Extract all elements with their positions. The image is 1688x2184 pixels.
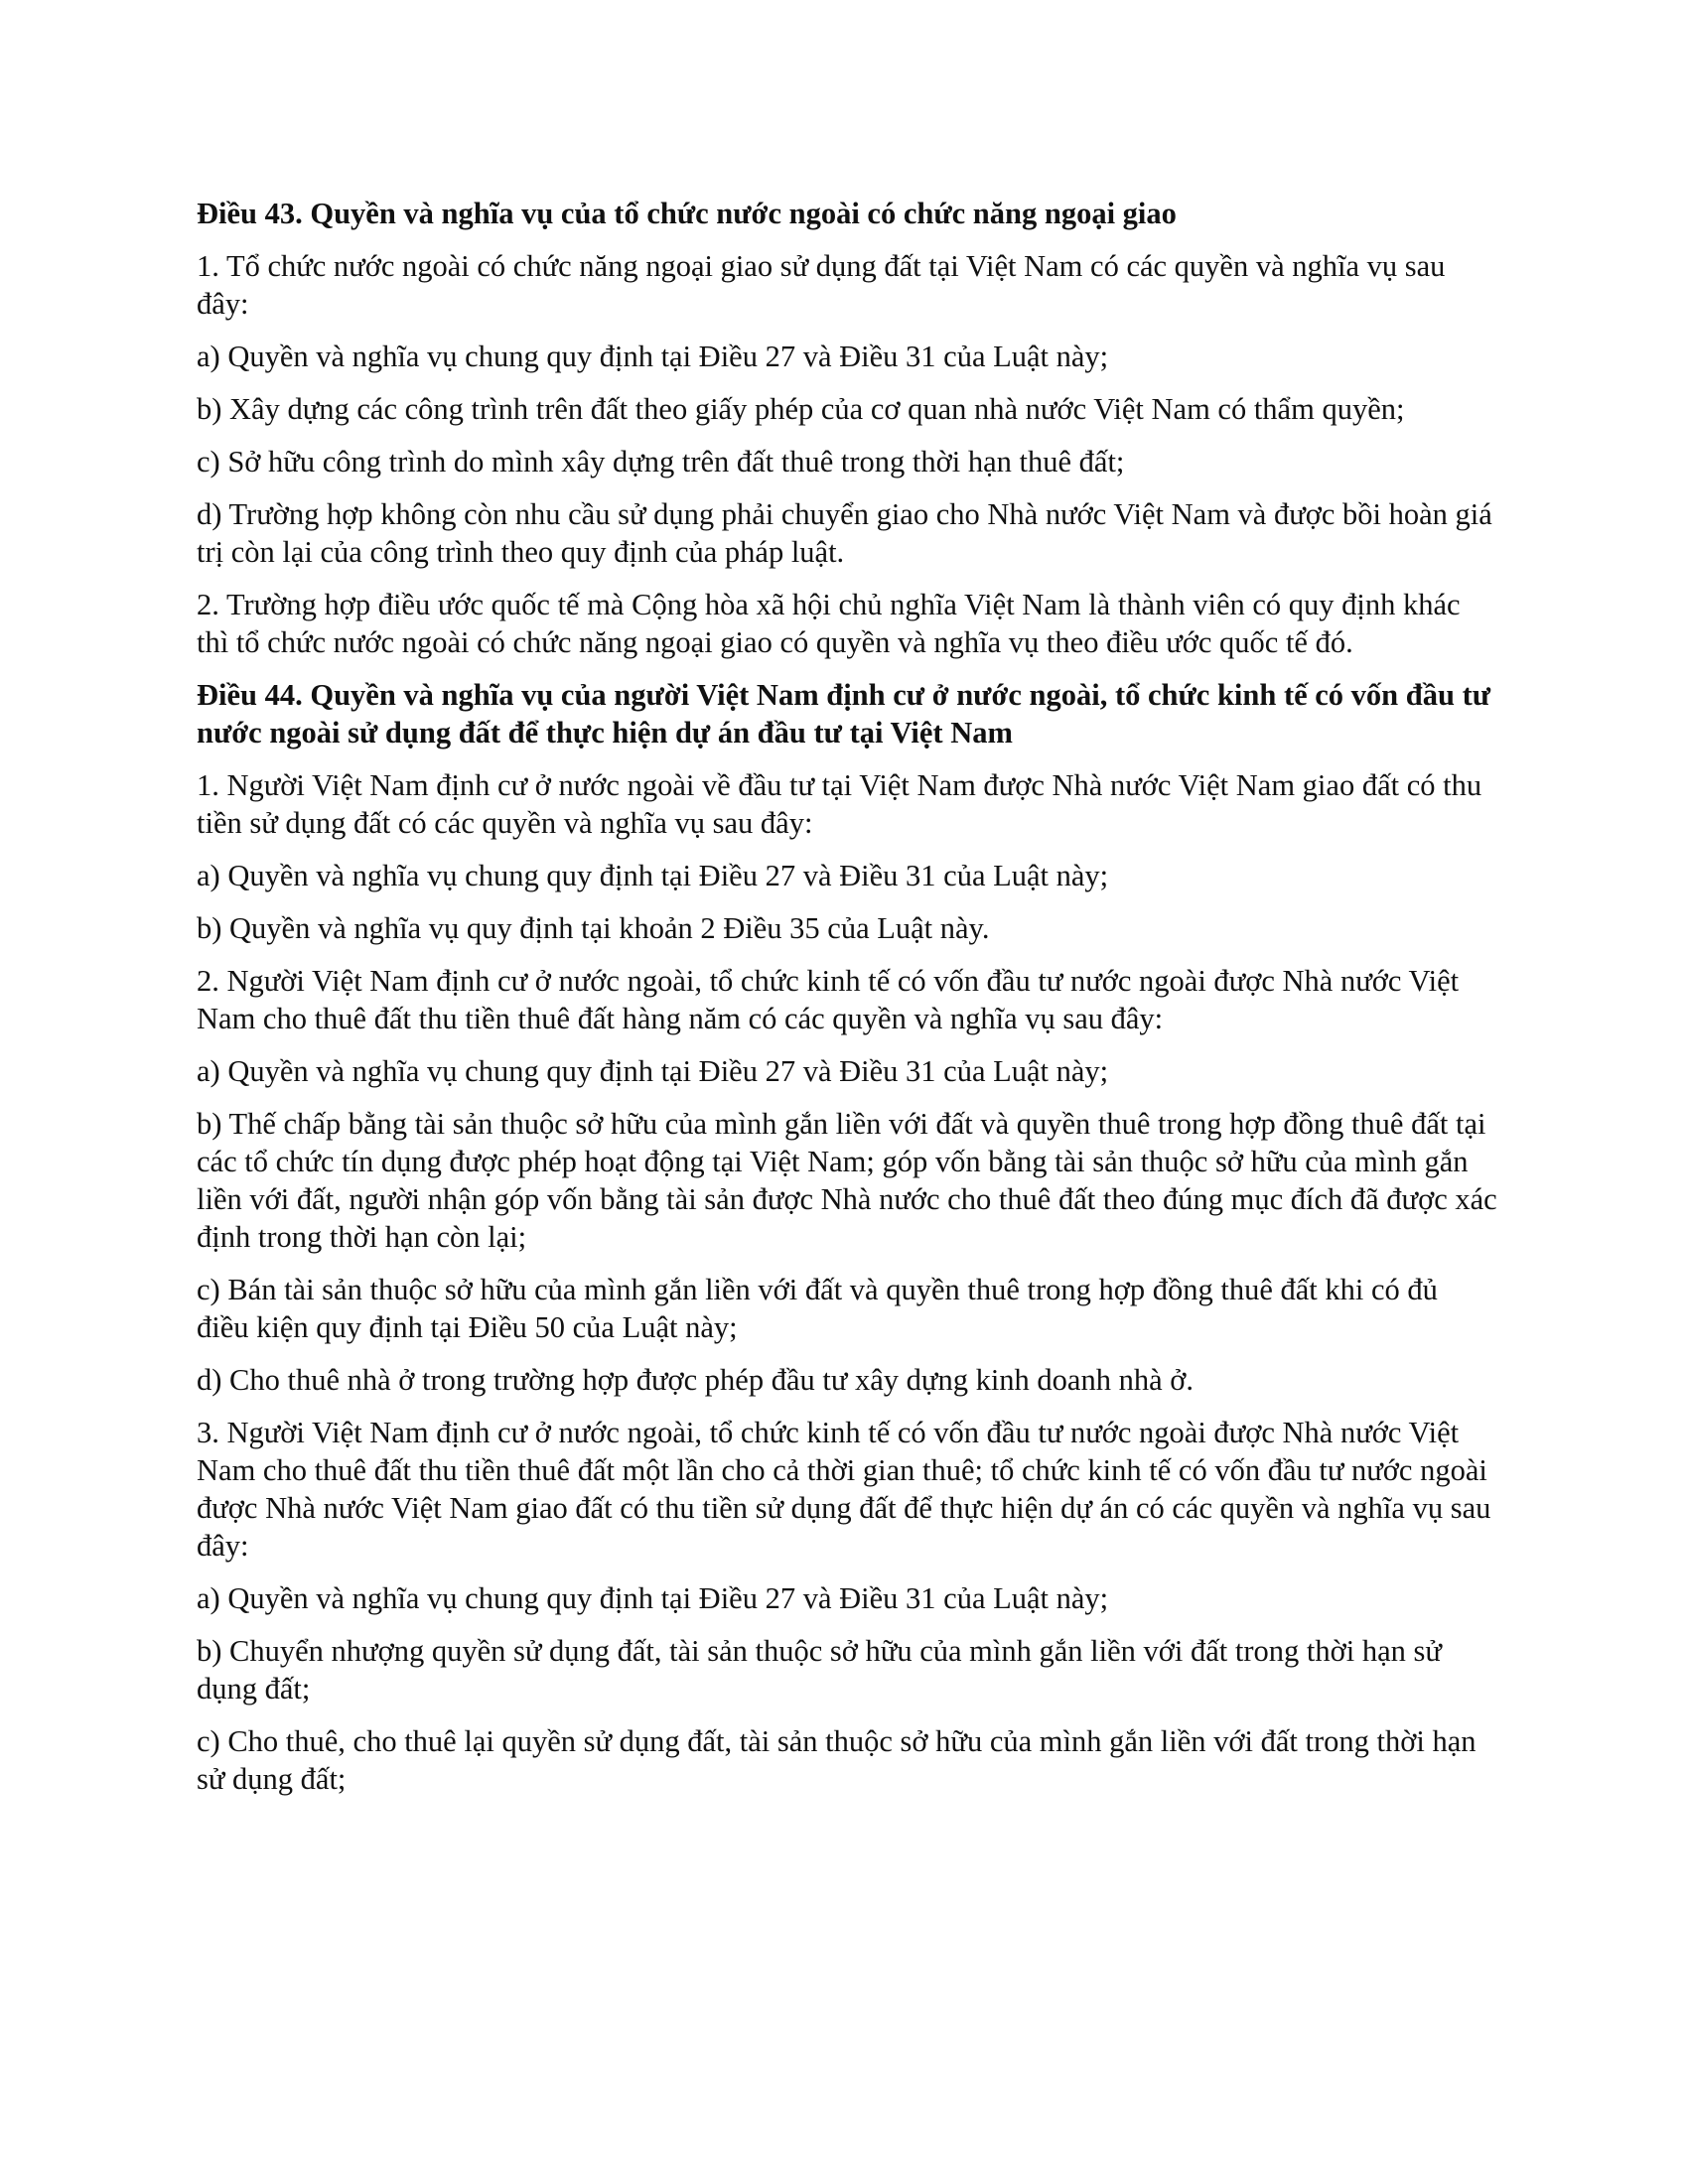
paragraph: c) Bán tài sản thuộc sở hữu của mình gắn liền với đất và quyền thuê trong hợp đồng thuê đất khi có đủ điều kiện quy định tại Điều 50 của Luật này; bbox=[197, 1273, 1438, 1344]
paragraph: a) Quyền và nghĩa vụ chung quy định tại Điều 27 và Điều 31 của Luật này; bbox=[197, 340, 1109, 373]
paragraph: 2. Trường hợp điều ước quốc tế mà Cộng hòa xã hội chủ nghĩa Việt Nam là thành viên có quy định khác thì tổ chức nước ngoài có chức năng ngoại giao có quyền và nghĩa vụ theo điều ước quốc tế đó. bbox=[197, 588, 1461, 659]
paragraph: 2. Người Việt Nam định cư ở nước ngoài, tổ chức kinh tế có vốn đầu tư nước ngoài được Nhà nước Việt Nam cho thuê đất thu tiền thuê đất hàng năm có các quyền và nghĩa vụ sau đây: bbox=[197, 964, 1460, 1035]
paragraph: b) Quyền và nghĩa vụ quy định tại khoản 2 Điều 35 của Luật này. bbox=[197, 911, 990, 945]
paragraph: d) Trường hợp không còn nhu cầu sử dụng phải chuyển giao cho Nhà nước Việt Nam và được bồi hoàn giá trị còn lại của công trình theo quy định của pháp luật. bbox=[197, 497, 1492, 569]
paragraph: d) Cho thuê nhà ở trong trường hợp được phép đầu tư xây dựng kinh doanh nhà ở. bbox=[197, 1363, 1194, 1397]
paragraph: b) Chuyển nhượng quyền sử dụng đất, tài sản thuộc sở hữu của mình gắn liền với đất trong thời hạn sử dụng đất; bbox=[197, 1634, 1442, 1706]
article-44-heading: Điều 44. Quyền và nghĩa vụ của người Việt Nam định cư ở nước ngoài, tổ chức kinh tế có vốn đầu tư nước ngoài sử dụng đất để thực hiện dự án đầu tư tại Việt Nam bbox=[197, 678, 1491, 750]
paragraph: 1. Tổ chức nước ngoài có chức năng ngoại giao sử dụng đất tại Việt Nam có các quyền và nghĩa vụ sau đây: bbox=[197, 249, 1446, 321]
paragraph: a) Quyền và nghĩa vụ chung quy định tại Điều 27 và Điều 31 của Luật này; bbox=[197, 1581, 1109, 1615]
paragraph: c) Sở hữu công trình do mình xây dựng trên đất thuê trong thời hạn thuê đất; bbox=[197, 445, 1125, 478]
article-43-heading: Điều 43. Quyền và nghĩa vụ của tổ chức nước ngoài có chức năng ngoại giao bbox=[197, 197, 1177, 230]
paragraph: a) Quyền và nghĩa vụ chung quy định tại Điều 27 và Điều 31 của Luật này; bbox=[197, 1054, 1109, 1088]
paragraph: a) Quyền và nghĩa vụ chung quy định tại Điều 27 và Điều 31 của Luật này; bbox=[197, 859, 1109, 892]
paragraph: b) Xây dựng các công trình trên đất theo giấy phép của cơ quan nhà nước Việt Nam có thẩm quyền; bbox=[197, 392, 1405, 426]
paragraph: c) Cho thuê, cho thuê lại quyền sử dụng đất, tài sản thuộc sở hữu của mình gắn liền với đất trong thời hạn sử dụng đất; bbox=[197, 1724, 1477, 1796]
document-page bbox=[197, 195, 1497, 1813]
paragraph: 1. Người Việt Nam định cư ở nước ngoài về đầu tư tại Việt Nam được Nhà nước Việt Nam giao đất có thu tiền sử dụng đất có các quyền và nghĩa vụ sau đây: bbox=[197, 768, 1482, 840]
paragraph: 3. Người Việt Nam định cư ở nước ngoài, tổ chức kinh tế có vốn đầu tư nước ngoài được Nhà nước Việt Nam cho thuê đất thu tiền thuê đất một lần cho cả thời gian thuê; tổ chức kinh tế có vốn đầu tư nước ngoài được Nhà nước Việt Nam giao đất có thu tiền sử dụng đất để thực hiện dự án có các quyền và nghĩa vụ sau đây: bbox=[197, 1416, 1491, 1563]
paragraph: b) Thế chấp bằng tài sản thuộc sở hữu của mình gắn liền với đất và quyền thuê trong hợp đồng thuê đất tại các tổ chức tín dụng được phép hoạt động tại Việt Nam; góp vốn bằng tài sản thuộc sở hữu của mình gắn liền với đất, người nhận góp vốn bằng tài sản được Nhà nước cho thuê đất theo đúng mục đích đã được xác định trong thời hạn còn lại; bbox=[197, 1107, 1497, 1254]
